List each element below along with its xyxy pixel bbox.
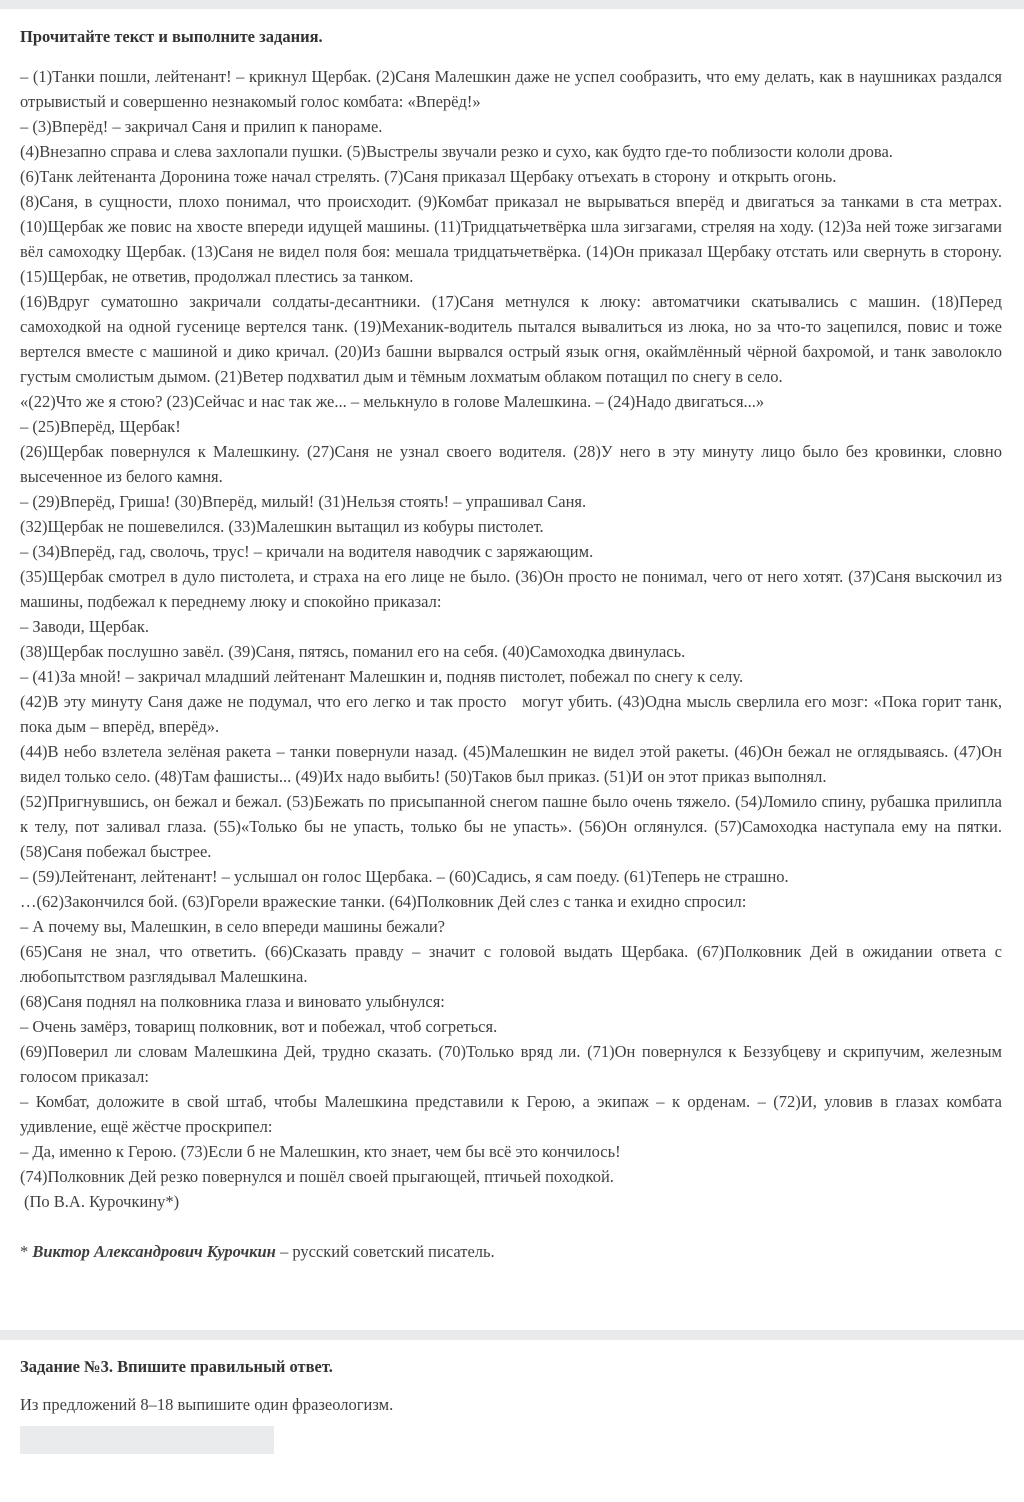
story-paragraph: – Да, именно к Герою. (73)Если б не Малешкин, кто знает, чем бы всё это кончилось!	[20, 1142, 621, 1161]
story-paragraph: (35)Щербак смотрел в дуло пистолета, и страха на его лице не было. (36)Он просто не понимал, чего от него хотят. (37)Саня выскочил из машины, подбежал к переднему люку и спокойно приказал:	[20, 567, 1007, 611]
reading-heading: Прочитайте текст и выполните задания.	[20, 27, 323, 46]
top-divider	[0, 0, 1024, 9]
story-paragraph: (32)Щербак не пошевелился. (33)Малешкин вытащил из кобуры пистолет.	[20, 517, 544, 536]
story-paragraph: – (29)Вперёд, Гриша! (30)Вперёд, милый! (31)Нельзя стоять! – упрашивал Саня.	[20, 492, 587, 511]
story-paragraph: (42)В эту минуту Саня даже не подумал, что его легко и так просто могут убить. (43)Одна мысль сверлила его мозг: «Пока горит танк, пока дым – вперёд, вперёд».	[20, 692, 1007, 736]
story-paragraph: – Комбат, доложите в свой штаб, чтобы Малешкина представили к Герою, а экипаж – к орденам. – (72)И, уловив в глазах комбата удивление, ещё жёстче проскрипел:	[20, 1092, 1007, 1136]
answer-input[interactable]	[20, 1426, 274, 1454]
story-paragraph: (74)Полковник Дей резко повернулся и пошёл своей прыгающей, птичьей походкой.	[20, 1167, 614, 1186]
task-question: Из предложений 8–18 выпишите один фразеологизм.	[20, 1395, 394, 1414]
story-paragraph: – (59)Лейтенант, лейтенант! – услышал он голос Щербака. – (60)Садись, я сам поеду. (61)Теперь не страшно.	[20, 867, 789, 886]
story-paragraph: (68)Саня поднял на полковника глаза и виновато улыбнулся:	[20, 992, 445, 1011]
task-block	[20, 1354, 1002, 1454]
story-paragraph: …(62)Закончился бой. (63)Горели вражеские танки. (64)Полковник Дей слез с танка и ехидно спросил:	[20, 892, 747, 911]
story-paragraph: – (41)За мной! – закричал младший лейтенант Малешкин и, подняв пистолет, побежал по снегу к селу.	[20, 667, 744, 686]
section-divider	[0, 1330, 1024, 1340]
story-paragraph: – (25)Вперёд, Щербак!	[20, 417, 181, 436]
story-paragraph: (16)Вдруг суматошно закричали солдаты-десантники. (17)Саня метнулся к люку: автоматчики скатывались с машин. (18)Перед самоходкой на одной гусенице вертелся танк. (19)Механик-водитель пытался вывалиться из люка, но за что-то зацепился, повис и тоже вертелся вместе с машиной и дико кричал. (20)Из башни вырвался острый язык огня, окаймлённый чёрной бахромой, и танк заволокло густым смолистым дымом. (21)Ветер подхватил дым и тёмным лохматым облаком потащил по снегу в село.	[20, 292, 1007, 386]
footnote-description: – русский советский писатель.	[275, 1242, 495, 1261]
story-paragraph: – Заводи, Щербак.	[20, 617, 149, 636]
reading-text-block	[20, 24, 1007, 1264]
story-paragraph: (8)Саня, в сущности, плохо понимал, что происходит. (9)Комбат приказал не вырываться вперёд и двигаться за танками в ста метрах. (10)Щербак же повис на хвосте впереди идущей машины. (11)Тридцатьчетвёрка шла зигзагами, стреляя на ходу. (12)За ней тоже зигзагами вёл самоходку Щербак. (13)Саня не видел поля боя: мешала тридцатьчетвёрка. (14)Он приказал Щербаку отстать или свернуть в сторону. (15)Щербак, не ответив, продолжал плестись за танком.	[20, 192, 1007, 286]
story-paragraph: – (34)Вперёд, гад, сволочь, трус! – кричали на водителя наводчик с заряжающим.	[20, 542, 594, 561]
task-title: Задание №3. Впишите правильный ответ.	[20, 1357, 333, 1376]
story-paragraph: (38)Щербак послушно завёл. (39)Саня, пятясь, поманил его на себя. (40)Самоходка двинулась.	[20, 642, 686, 661]
story-paragraph: – Очень замёрз, товарищ полковник, вот и побежал, чтоб согреться.	[20, 1017, 498, 1036]
story-paragraph: (6)Танк лейтенанта Доронина тоже начал стрелять. (7)Саня приказал Щербаку отъехать в сторону и открыть огонь.	[20, 167, 837, 186]
source-attribution: (По В.А. Курочкину*)	[24, 1192, 180, 1211]
author-name: Виктор Александрович Курочкин	[32, 1242, 276, 1261]
story-paragraph: (52)Пригнувшись, он бежал и бежал. (53)Бежать по присыпанной снегом пашне было очень тяжело. (54)Ломило спину, рубашка прилипла к телу, пот заливал глаза. (55)«Только бы не упасть, только бы не упасть». (56)Он оглянулся. (57)Самоходка наступала ему на пятки. (58)Саня побежал быстрее.	[20, 792, 1007, 861]
story-paragraph: (69)Поверил ли словам Малешкина Дей, трудно сказать. (70)Только вряд ли. (71)Он повернулся к Беззубцеву и скрипучим, железным голосом приказал:	[20, 1042, 1007, 1086]
story-paragraph: (65)Саня не знал, что ответить. (66)Сказать правду – значит с головой выдать Щербака. (67)Полковник Дей в ожидании ответа с любопытством разглядывал Малешкина.	[20, 942, 1007, 986]
story-paragraph: – А почему вы, Малешкин, в село впереди машины бежали?	[20, 917, 445, 936]
story-text	[20, 64, 1007, 1189]
story-paragraph: (4)Внезапно справа и слева захлопали пушки. (5)Выстрелы звучали резко и сухо, как будто где-то поблизости кололи дрова.	[20, 142, 893, 161]
story-paragraph: – (1)Танки пошли, лейтенант! – крикнул Щербак. (2)Саня Малешкин даже не успел сообразить, что ему делать, как в наушниках раздался отрывистый и совершенно незнакомый голос комбата: «Вперёд!»	[20, 67, 1007, 111]
story-paragraph: – (3)Вперёд! – закричал Саня и прилип к панораме.	[20, 117, 383, 136]
footnote-marker: *	[20, 1242, 33, 1261]
story-paragraph: «(22)Что же я стою? (23)Сейчас и нас так же... – мелькнуло в голове Малешкина. – (24)Надо двигаться...»	[20, 392, 765, 411]
story-paragraph: (44)В небо взлетела зелёная ракета – танки повернули назад. (45)Малешкин не видел этой ракеты. (46)Он бежал не оглядываясь. (47)Он видел только село. (48)Там фашисты... (49)Их надо выбить! (50)Таков был приказ. (51)И он этот приказ выполнял.	[20, 742, 1007, 786]
story-paragraph: (26)Щербак повернулся к Малешкину. (27)Саня не узнал своего водителя. (28)У него в эту минуту лицо было без кровинки, словно высеченное из белого камня.	[20, 442, 1007, 486]
author-footnote	[20, 1239, 1002, 1264]
